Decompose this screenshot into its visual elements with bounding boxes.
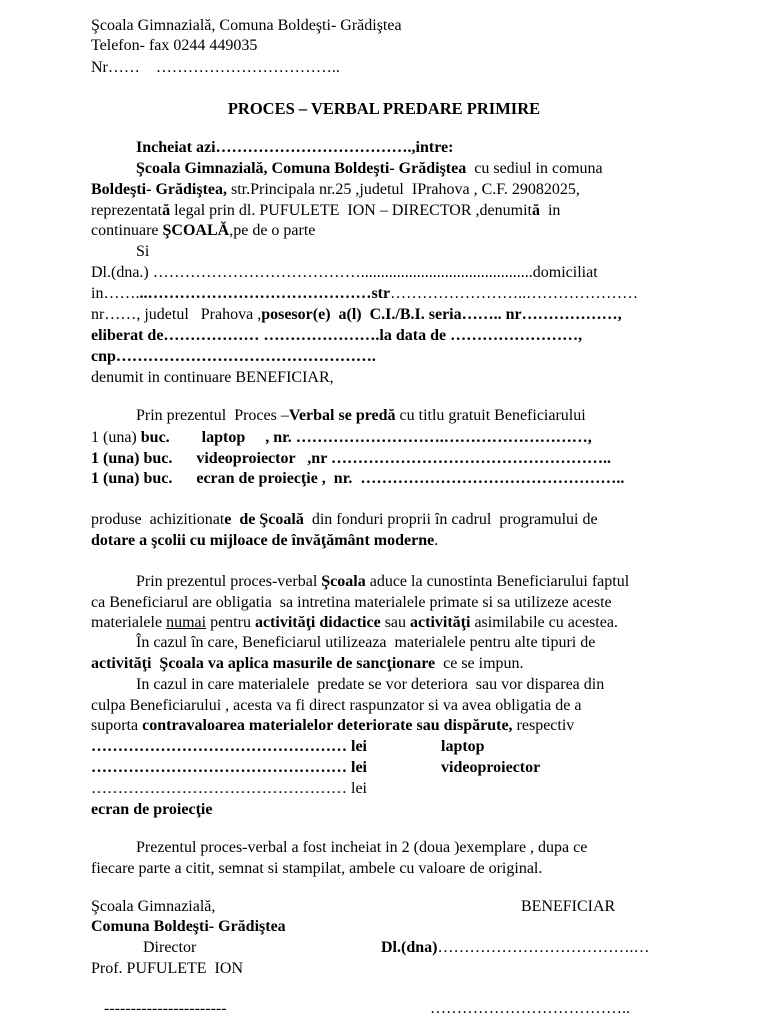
rep-text-5: in xyxy=(539,202,561,219)
representative-line xyxy=(91,201,560,221)
phone-fax: Telefon- fax 0244 449035 xyxy=(91,37,258,54)
signature-director-title: Director xyxy=(143,939,197,956)
item-row-projector: 1 (una) buc. videoproiector ,nr …………………………………………….. xyxy=(91,450,612,467)
value-projector-dots: ………………………………………… lei xyxy=(91,759,367,776)
closing-line-1: Prezentul proces-verbal a fost incheiat in 2 (doua )exemplare , dupa ce xyxy=(136,839,588,856)
obl8-text-2: respectiv xyxy=(512,717,575,734)
obl3-text-3: sau xyxy=(380,614,411,631)
beneficiary-name-line xyxy=(91,263,598,283)
items-intro xyxy=(136,406,586,426)
school-name: Şcoala Gimnazială, Comuna Boldeşti- Grădiştea xyxy=(91,17,402,34)
obl3-text-1: materialele xyxy=(91,614,167,631)
school-party-name: Şcoala Gimnazială, Comuna Boldeşti- Grădiştea xyxy=(136,160,467,177)
id-card-text: posesor(e) a(l) C.I./B.I. seria…….. nr………………, xyxy=(261,306,622,323)
rep-text-3: legal prin dl. PUFULETE ION – DIRECTOR ,denumit xyxy=(170,202,532,219)
program-period: . xyxy=(434,532,439,549)
obl3-activities: activităţi xyxy=(410,614,471,631)
obl3-text-4: asimilabile cu acestea. xyxy=(470,614,618,631)
designation-text-2: ,pe de o parte xyxy=(229,222,316,239)
rep-text-2: ă xyxy=(162,202,171,219)
cnp-line: cnp…………………………………………. xyxy=(91,348,376,365)
school-party-line xyxy=(136,159,603,179)
obl1-text-2: aduce la cunostinta Beneficiarului faptul xyxy=(365,573,630,590)
obl3-text-2: pentru xyxy=(206,614,255,631)
obl1-school: Şcoala xyxy=(321,573,366,590)
locality-name: Boldeşti- Grădiştea, xyxy=(91,181,227,198)
products-text-2: e de Şcoală xyxy=(224,511,304,528)
products-line xyxy=(91,510,598,530)
signature-director-name: Prof. PUFULETE ION xyxy=(91,960,243,977)
intro-text-3: ă xyxy=(387,407,396,424)
value-screen-label: ecran de proiecţie xyxy=(91,801,213,818)
issued-line: eliberat de……………… ………………….la data de ……………………, xyxy=(91,327,583,344)
obligation-line-7: culpa Beneficiarului , acesta va fi direct raspunzator si va avea obligatia de a xyxy=(91,697,582,714)
closing-line-2: fiecare parte a citit, semnat si stampilat, ambele cu valoare de original. xyxy=(91,860,543,877)
intro-text-1: Prin prezentul Proces – xyxy=(136,407,289,424)
domicile-in: in……. xyxy=(91,285,140,302)
beneficiary-designation: denumit in continuare BENEFICIAR, xyxy=(91,369,334,386)
item-row-screen: 1 (una) buc. ecran de proiecţie , nr. ………………………………………….. xyxy=(91,470,625,487)
obligation-line-2: ca Beneficiarul are obligatia sa intretina materialele primate si sa utilizeze aceste xyxy=(91,594,612,611)
address-text: str.Principala nr.25 ,judetul IPrahova , C.F. 29082025, xyxy=(227,181,580,198)
signature-beneficiary-name xyxy=(381,938,649,958)
designation-text-1: continuare xyxy=(91,222,163,239)
products-text-3: din fonduri proprii în cadrul programului de xyxy=(303,511,598,528)
seat-text: cu sediul in comuna xyxy=(466,160,603,177)
id-line xyxy=(91,305,622,325)
domicile-line xyxy=(91,284,638,304)
domicile-text: ...........................................domiciliat xyxy=(360,264,598,281)
item-row-laptop xyxy=(91,428,592,448)
street-dots: ……………………..………………… xyxy=(390,285,639,302)
county-text: nr……, judetul Prahova , xyxy=(91,306,262,323)
signature-line-left: ----------------------- xyxy=(104,1000,227,1017)
item-count-laptop: 1 (una) xyxy=(91,429,141,446)
value-laptop-label: laptop xyxy=(441,738,485,755)
obl1-text-1: Prin prezentul proces-verbal xyxy=(136,573,322,590)
obl8-value: contravaloarea materialelor deteriorate sau dispărute, xyxy=(142,717,513,734)
rep-text-1: reprezentat xyxy=(91,202,163,219)
address-line xyxy=(91,180,580,200)
signature-school: Şcoala Gimnazială, xyxy=(91,898,216,915)
products-text-1: produse achizitionat xyxy=(91,511,225,528)
and-word: Si xyxy=(136,243,150,260)
program-name: dotare a şcolii cu mijloace de învăţământ moderne xyxy=(91,532,435,549)
document-title: PROCES – VERBAL PREDARE PRIMIRE xyxy=(227,99,541,118)
beneficiary-name-text: Dl.(dna.) ………………………………… xyxy=(91,264,361,281)
signature-line-right: ……………………………….. xyxy=(430,1000,630,1017)
obl3-didactic: activităţi didactice xyxy=(254,614,381,631)
obl5-text: ce se impun. xyxy=(435,655,524,672)
value-projector-label: videoproiector xyxy=(441,759,541,776)
signature-beneficiary-title: BENEFICIAR xyxy=(521,898,616,915)
designation-school: ŞCOALĂ xyxy=(162,222,230,239)
signature-commune: Comuna Boldeşti- Grădiştea xyxy=(91,918,286,935)
obligation-line-1 xyxy=(136,572,629,592)
obl5-sanctions: activităţi Şcoala va aplica masurile de sancţionare xyxy=(91,655,436,672)
item-desc-laptop: buc. laptop , nr. ……………………….………………………, xyxy=(140,429,592,446)
street-label: ..……………………………………str xyxy=(139,285,391,302)
program-line xyxy=(91,531,438,551)
obligation-line-3 xyxy=(91,613,618,633)
rep-text-4: ă xyxy=(531,202,540,219)
dl-label: Dl.(dna) xyxy=(381,939,438,956)
dl-dots: ……………………………….… xyxy=(437,939,650,956)
obl3-only: numai xyxy=(166,614,207,631)
obligation-line-5 xyxy=(91,654,524,674)
registration-number: Nr…… …………………………….. xyxy=(91,59,340,76)
designation-line xyxy=(91,221,315,241)
obl8-text-1: suporta xyxy=(91,717,143,734)
value-screen-dots: ………………………………………… lei xyxy=(91,780,367,797)
obligation-line-8 xyxy=(91,716,574,736)
obligation-line-6: In cazul in care materialele predate se vor deteriora sau vor disparea din xyxy=(136,676,605,693)
value-laptop-dots: ………………………………………… lei xyxy=(91,738,367,755)
concluded-line: Incheiat azi……………………………….,intre: xyxy=(136,139,454,156)
obligation-line-4: În cazul în care, Beneficiarul utilizeaza materialele pentru alte tipuri de xyxy=(136,634,596,651)
intro-text-2: Verbal se pred xyxy=(288,407,388,424)
intro-text-4: cu titlu gratuit Beneficiarului xyxy=(395,407,586,424)
